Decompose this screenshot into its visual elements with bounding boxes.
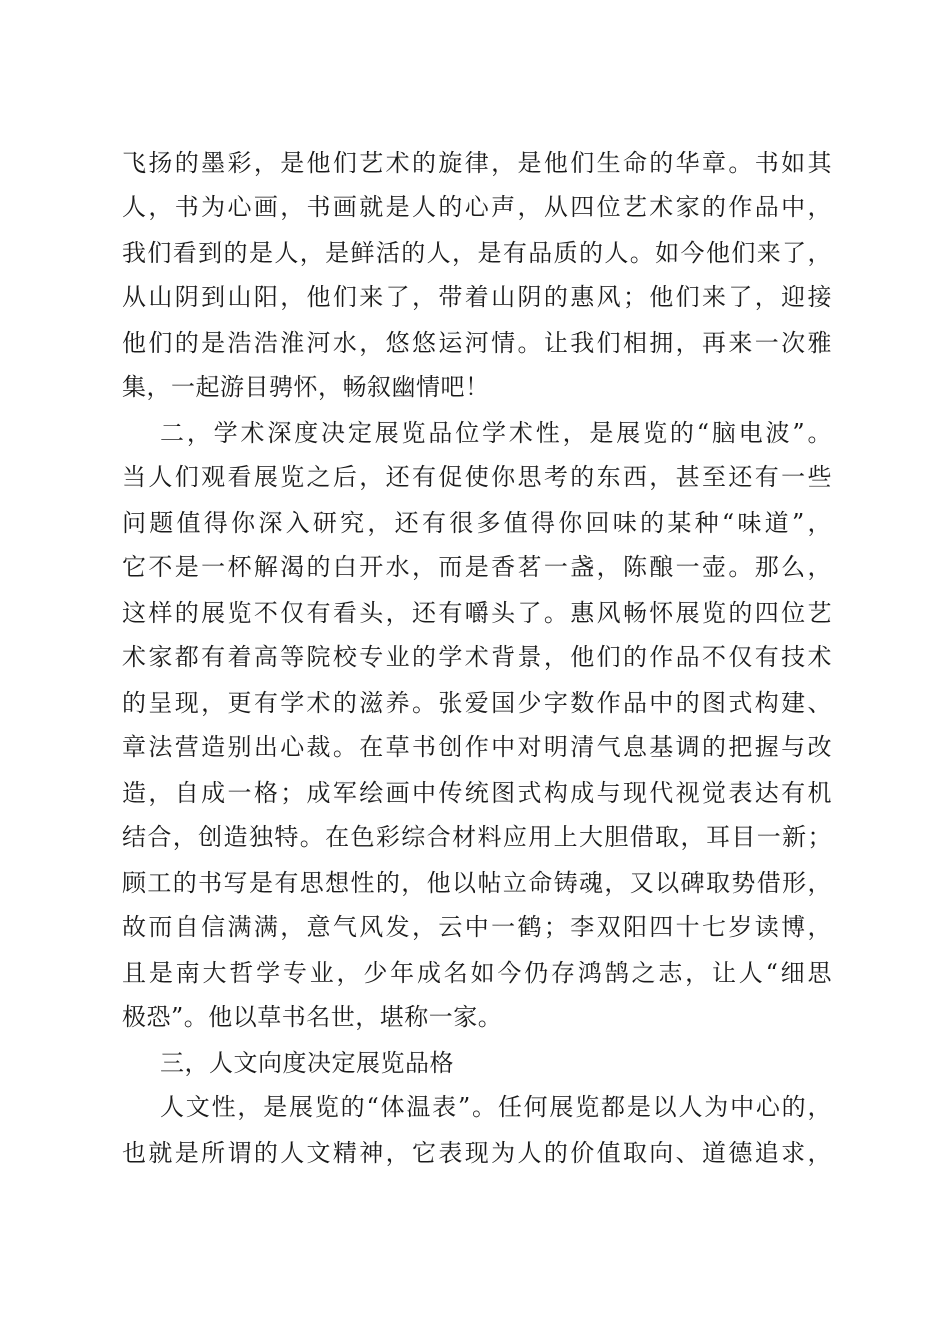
text-line-20: 极恐”。他以草书名世，堪称一家。 <box>122 1003 503 1031</box>
text-line-23: 也就是所谓的人文精神，它表现为人的价值取向、道德追求， <box>122 1139 832 1167</box>
text-line-18: 故而自信满满，意气风发，云中一鹤；李双阳四十七岁读博， <box>122 913 832 941</box>
text-line-13: 的呈现，更有学术的滋养。张爱国少字数作品中的图式构建、 <box>122 689 832 717</box>
text-line-6: 集，一起游目骋怀，畅叙幽情吧！ <box>122 373 490 401</box>
text-line-5: 他们的是浩浩淮河水，悠悠运河情。让我们相拥，再来一次雅 <box>122 329 832 357</box>
text-line-2: 人，书为心画，书画就是人的心声，从四位艺术家的作品中， <box>122 193 832 221</box>
text-line-22: 人文性，是展览的“体温表”。任何展览都是以人为中心的， <box>160 1093 832 1121</box>
text-line-1: 飞扬的墨彩，是他们艺术的旋律，是他们生命的华章。书如其 <box>122 149 832 177</box>
text-line-8: 当人们观看展览之后，还有促使你思考的东西，甚至还有一些 <box>122 463 832 491</box>
text-line-15: 造，自成一格；成军绘画中传统图式构成与现代视觉表达有机 <box>122 779 832 807</box>
text-line-19: 且是南大哲学专业，少年成名如今仍存鸿鹄之志，让人“细思 <box>122 959 832 987</box>
text-line-11: 这样的展览不仅有看头，还有嚼头了。惠风畅怀展览的四位艺 <box>122 599 832 627</box>
text-line-9: 问题值得你深入研究，还有很多值得你回味的某种“味道”， <box>122 509 832 537</box>
section-heading-2: 二，学术深度决定展览品位学术性，是展览的“脑电波”。 <box>160 419 832 447</box>
section-heading-3: 三，人文向度决定展览品格 <box>160 1049 454 1077</box>
text-line-16: 结合，创造独特。在色彩综合材料应用上大胆借取，耳目一新； <box>122 823 832 851</box>
text-line-14: 章法营造别出心裁。在草书创作中对明清气息基调的把握与改 <box>122 733 832 761</box>
text-line-3: 我们看到的是人，是鲜活的人，是有品质的人。如今他们来了， <box>122 239 832 267</box>
text-line-10: 它不是一杯解渴的白开水，而是香茗一盏，陈酿一壶。那么， <box>122 553 832 581</box>
text-line-17: 顾工的书写是有思想性的，他以帖立命铸魂，又以碑取势借形， <box>122 869 832 897</box>
text-line-12: 术家都有着高等院校专业的学术背景，他们的作品不仅有技术 <box>122 643 832 671</box>
text-line-4: 从山阴到山阳，他们来了，带着山阴的惠风；他们来了，迎接 <box>122 283 832 311</box>
